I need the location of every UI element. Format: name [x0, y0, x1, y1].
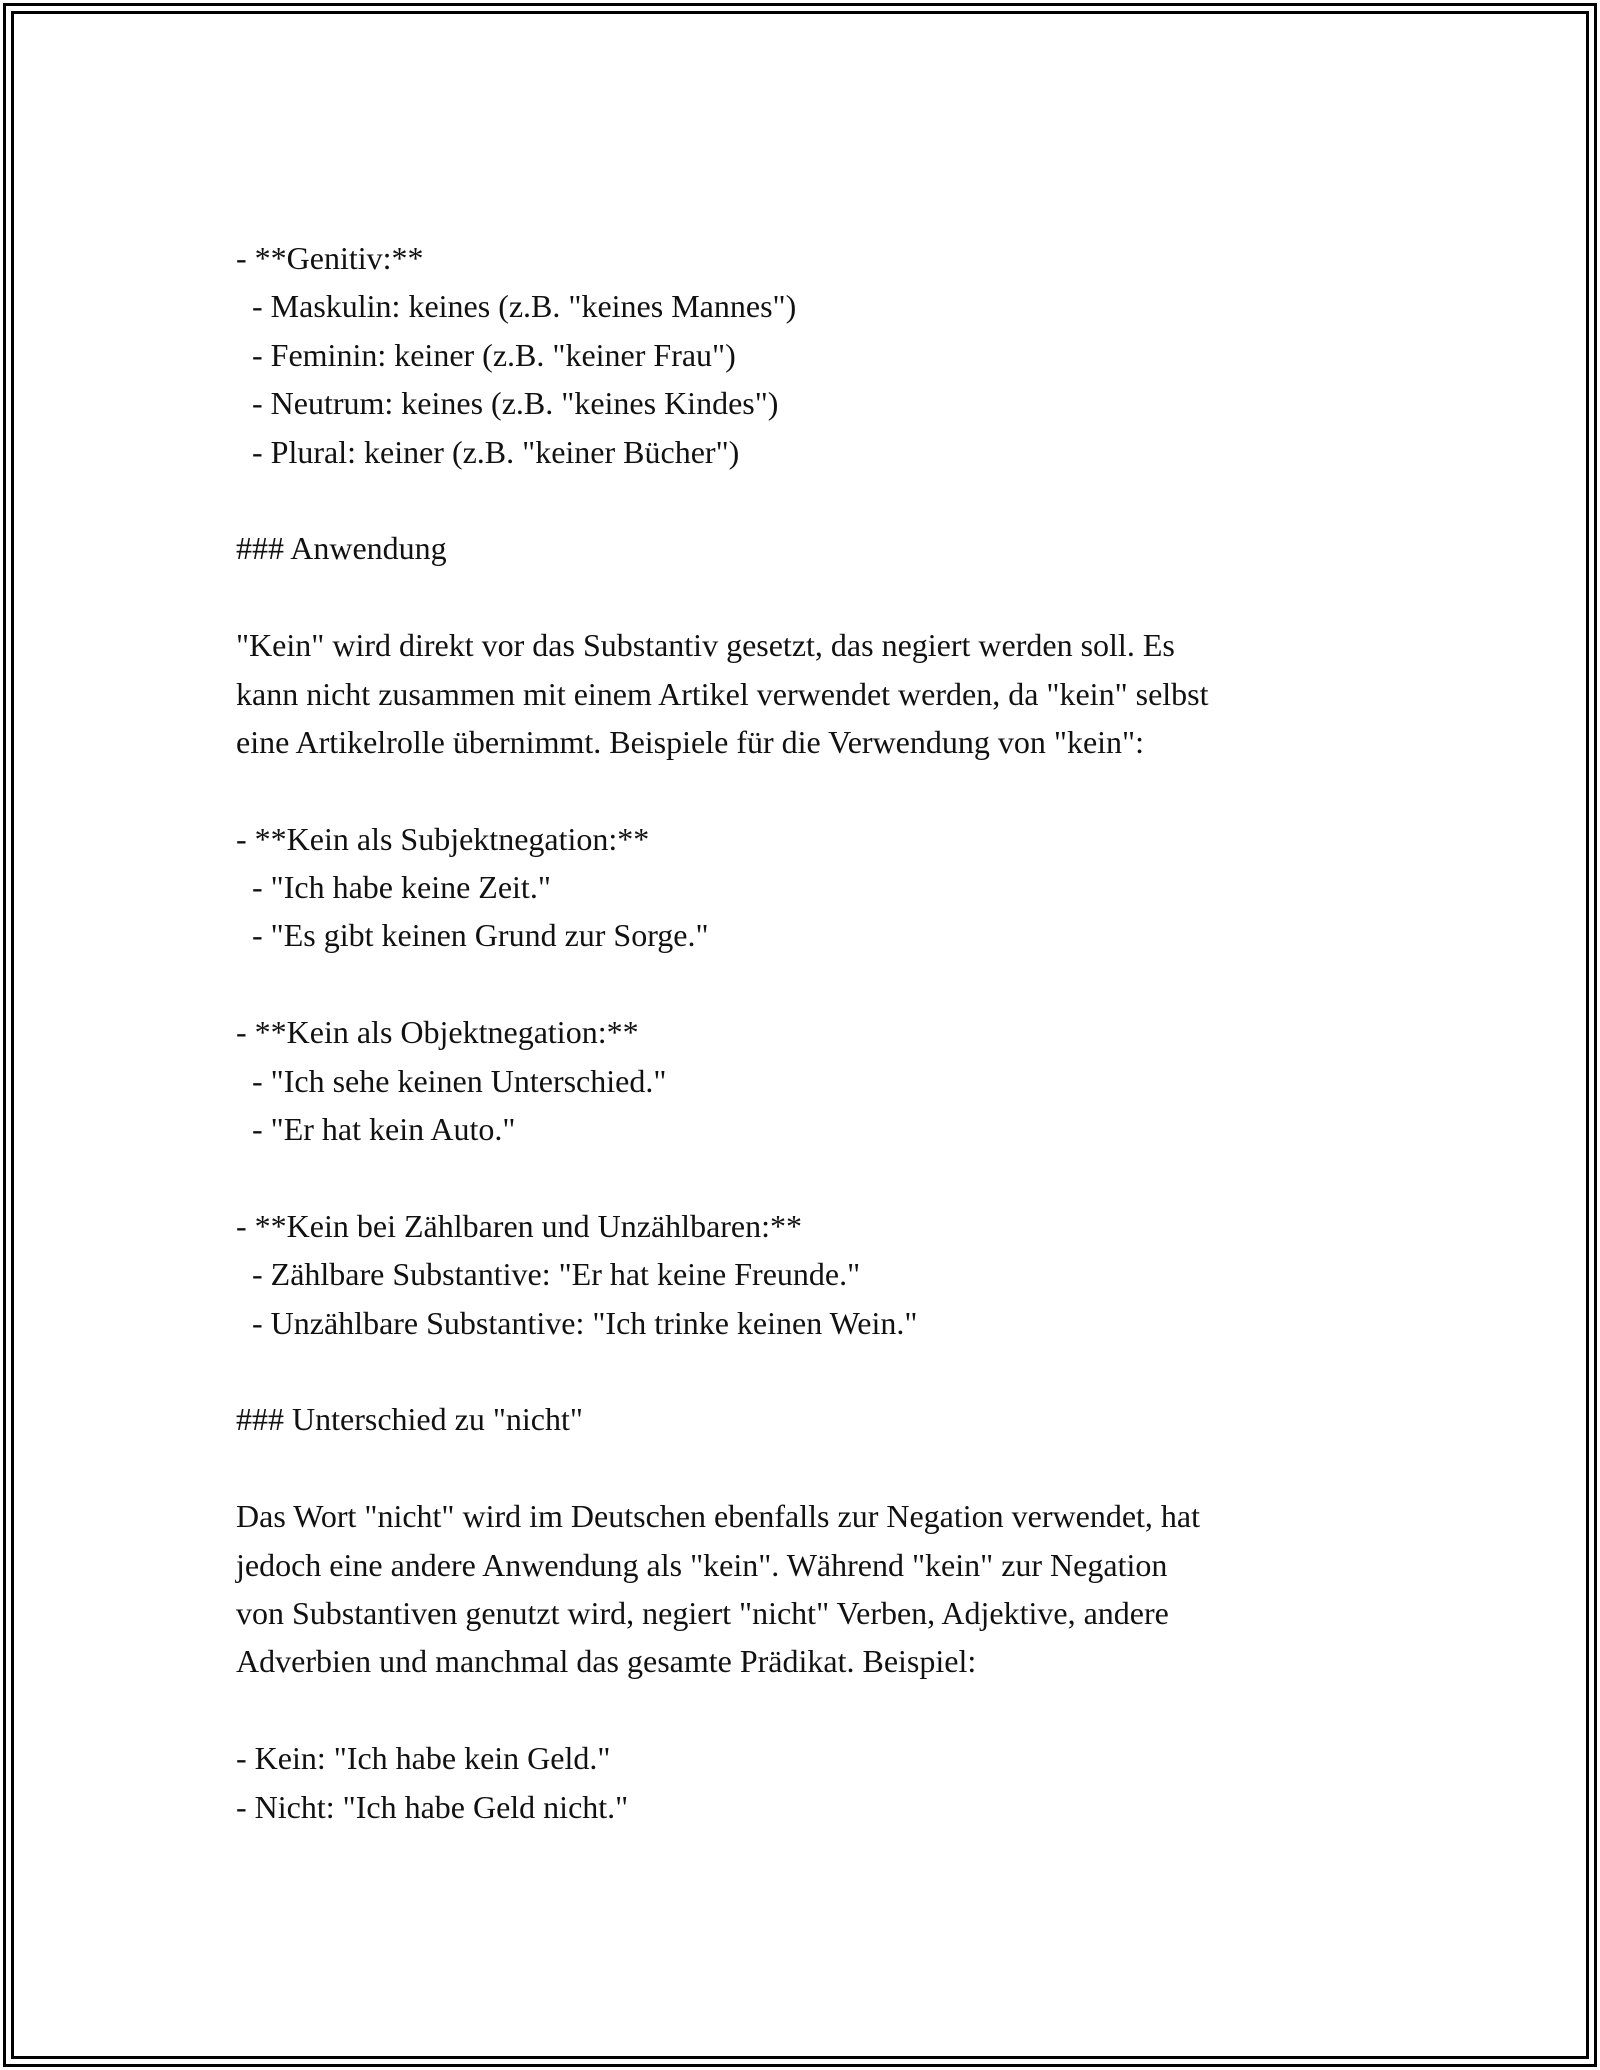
paragraph-line: jedoch eine andere Anwendung als "kein". Während "kein" zur Negation: [236, 1546, 1168, 1583]
paragraph-line: kann nicht zusammen mit einem Artikel verwendet werden, da "kein" selbst: [236, 675, 1209, 712]
list-item: - Unzählbare Substantive: "Ich trinke keinen Wein.": [236, 1304, 918, 1341]
spacer: [236, 1444, 1416, 1492]
paragraph-line: Das Wort "nicht" wird im Deutschen ebenfalls zur Negation verwendet, hat: [236, 1498, 1200, 1535]
genitiv-maskulin: - Maskulin: keines (z.B. "keines Mannes"): [236, 288, 797, 325]
list-item: - Zählbare Substantive: "Er hat keine Freunde.": [236, 1256, 861, 1293]
list-item: - "Es gibt keinen Grund zur Sorge.": [236, 917, 709, 954]
spacer: [236, 476, 1416, 524]
spacer: [236, 960, 1416, 1008]
section-heading-unterschied: ### Unterschied zu "nicht": [236, 1401, 583, 1438]
genitiv-heading: - **Genitiv:**: [236, 240, 424, 276]
section-heading-anwendung: ### Anwendung: [236, 530, 447, 567]
spacer: [236, 1686, 1416, 1734]
genitiv-feminin: - Feminin: keiner (z.B. "keiner Frau"): [236, 336, 736, 373]
spacer: [236, 573, 1416, 621]
document-body: [236, 234, 1416, 1831]
spacer: [236, 1153, 1416, 1201]
genitiv-plural: - Plural: keiner (z.B. "keiner Bücher"): [236, 433, 740, 470]
paragraph-line: eine Artikelrolle übernimmt. Beispiele für die Verwendung von "kein":: [236, 723, 1144, 760]
example-kein: - Kein: "Ich habe kein Geld.": [236, 1740, 611, 1777]
spacer: [236, 766, 1416, 814]
list-item: - "Ich sehe keinen Unterschied.": [236, 1062, 667, 1099]
paragraph-line: "Kein" wird direkt vor das Substantiv gesetzt, das negiert werden soll. Es: [236, 627, 1175, 664]
example-nicht: - Nicht: "Ich habe Geld nicht.": [236, 1788, 629, 1825]
spacer: [236, 1347, 1416, 1395]
genitiv-neutrum: - Neutrum: keines (z.B. "keines Kindes"): [236, 385, 779, 422]
list-heading-subjektnegation: - **Kein als Subjektnegation:**: [236, 820, 650, 857]
paragraph-line: Adverbien und manchmal das gesamte Prädikat. Beispiel:: [236, 1643, 977, 1680]
list-item: - "Er hat kein Auto.": [236, 1111, 516, 1148]
list-heading-zaehlbar: - **Kein bei Zählbaren und Unzählbaren:**: [236, 1207, 803, 1244]
list-item: - "Ich habe keine Zeit.": [236, 869, 551, 906]
list-heading-objektnegation: - **Kein als Objektnegation:**: [236, 1014, 639, 1051]
paragraph-line: von Substantiven genutzt wird, negiert "nicht" Verben, Adjektive, andere: [236, 1594, 1169, 1631]
